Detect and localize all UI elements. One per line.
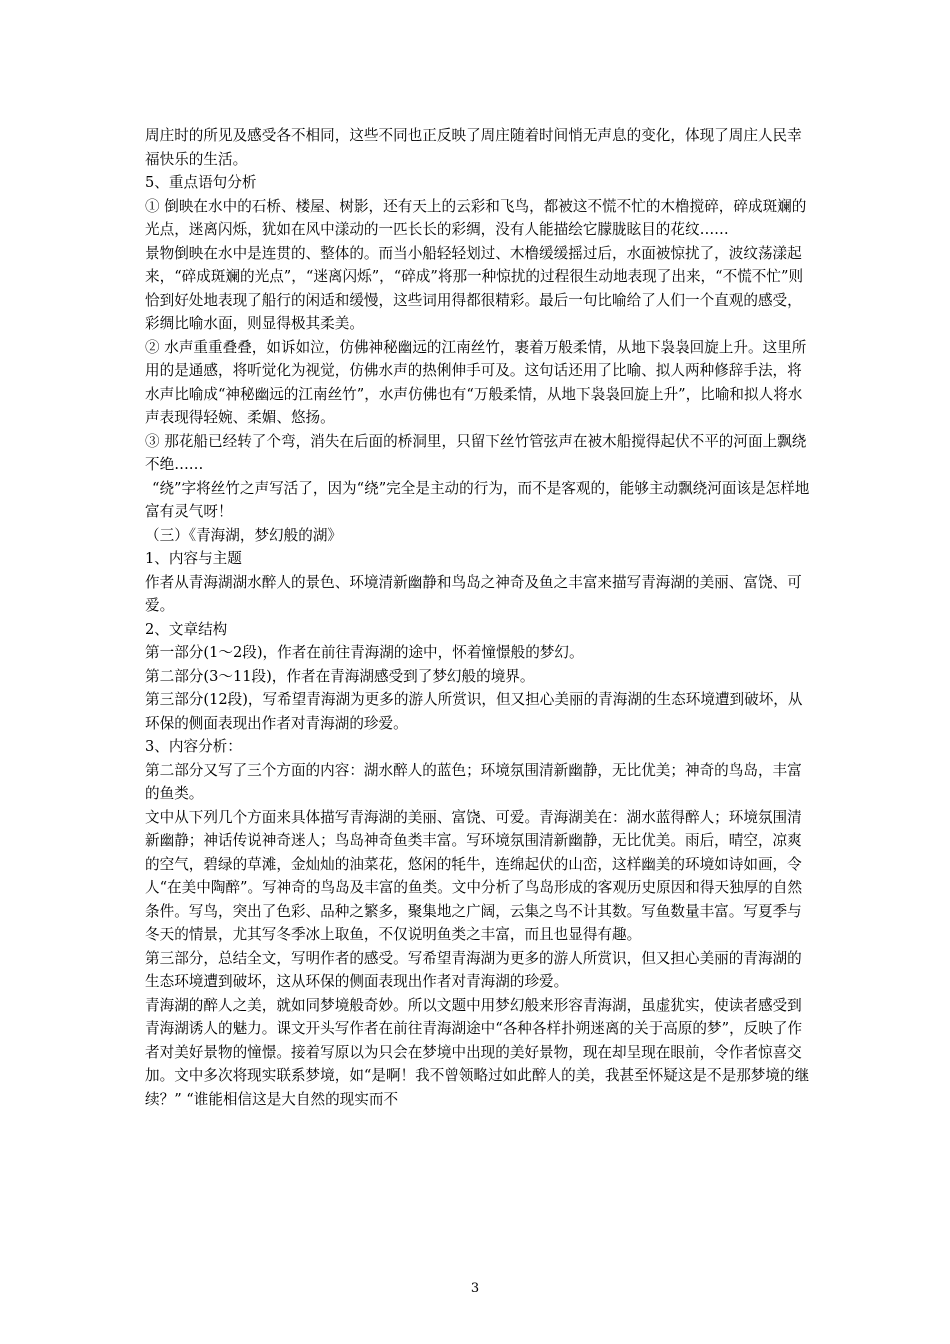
analysis-1: 景物倒映在水中是连贯的、整体的。而当小船轻轻划过、木橹缓缓摇过后，水面被惊扰了，波纹荡漾起来，“碎成斑斓的光点”，“迷离闪烁”，“碎成”将那一种惊扰的过程很生动地表现了出来，“不慌不忙”则恰到好处地表现了船行的闲适和缓慢，这些词用得都很精彩。最后一句比喻给了人们一个直观的感受，彩绸比喻水面，则显得极其柔美。 [145, 244, 804, 332]
paragraph-content-theme: 作者从青海湖湖水醉人的景色、环境清新幽静和鸟岛之神奇及鱼之丰富来描写青海湖的美丽、富饶、可爱。 [145, 573, 802, 614]
analysis-part-3: 第三部分，总结全文，写明作者的感受。写希望青海湖为更多的游人所赏识，但又担心美丽的青海湖的生态环境遭到破坏，这从环保的侧面表现出作者对青海湖的珍爱。 [145, 949, 802, 990]
heading-content-analysis: 3、内容分析： [145, 738, 242, 755]
page-number: 3 [470, 1281, 480, 1296]
analysis-3: “绕”字将丝竹之声写活了，因为“绕”完全是主动的行为，而不是客观的，能够主动飘绕河面该是怎样地富有灵气呀！ [145, 479, 810, 520]
structure-part-3: 第三部分(12段)，写希望青海湖为更多的游人所赏识，但又担心美丽的青海湖的生态环境遭到破坏，从环保的侧面表现出作者对青海湖的珍爱。 [145, 691, 803, 732]
sentence-3: ③ 那花船已经转了个弯，消失在后面的桥洞里，只留下丝竹管弦声在被木船搅得起伏不平的河面上飘绕不绝…… [145, 432, 807, 473]
analysis-part-2: 第二部分又写了三个方面的内容：湖水醉人的蓝色；环境氛围清新幽静，无比优美；神奇的鸟岛，丰富的鱼类。 [145, 761, 802, 802]
analysis-dream: 青海湖的醉人之美，就如同梦境般奇妙。所以文题中用梦幻般来形容青海湖，虽虚犹实，使读者感受到青海湖诱人的魅力。课文开头写作者在前往青海湖途中“各种各样扑朔迷离的关于高原的梦”，反映了作者对美好景物的憧憬。接着写原以为只会在梦境中出现的美好景物，现在却呈现在眼前，令作者惊喜交加。文中多次将现实联系梦境，如“是啊！我不曾领略过如此醉人的美，我甚至怀疑这是不是那梦境的继续？” “谁能相信这是大自然的现实而不 [145, 996, 810, 1108]
analysis-details: 文中从下列几个方面来具体描写青海湖的美丽、富饶、可爱。青海湖美在：湖水蓝得醉人；环境氛围清新幽静；神话传说神奇迷人；鸟岛神奇鱼类丰富。写环境氛围清新幽静，无比优美。雨后，晴空，凉爽的空气，碧绿的草滩，金灿灿的油菜花，悠闲的牦牛，连绵起伏的山峦，这样幽美的环境如诗如画，令人“在美中陶醉”。写神奇的鸟岛及丰富的鱼类。文中分析了鸟岛形成的客观历史原因和得天独厚的自然条件。写鸟，突出了色彩、品种之繁多，聚集地之广阔，云集之鸟不计其数。写鱼数量丰富。写夏季与冬天的情景，尤其写冬季冰上取鱼，不仅说明鱼类之丰富，而且也显得有趣。 [145, 808, 803, 943]
section-title-qinghai-lake: （三）《青海湖，梦幻般的湖》 [145, 526, 343, 544]
structure-part-2: 第二部分(3～11段)，作者在青海湖感受到了梦幻般的境界。 [145, 667, 535, 685]
paragraph-intro-continuation: 周庄时的所见及感受各不相同，这些不同也正反映了周庄随着时间悄无声息的变化，体现了周庄人民幸福快乐的生活。 [145, 127, 802, 168]
document-body [145, 124, 810, 1111]
structure-part-1: 第一部分(1～2段)，作者在前往青海湖的途中，怀着憧憬般的梦幻。 [145, 644, 584, 661]
sentence-2: ② 水声重重叠叠，如诉如泣，仿佛神秘幽远的江南丝竹，裹着万般柔情，从地下袅袅回旋上升。这里所用的是通感，将听觉化为视觉，仿佛水声的热俐伸手可及。这句话还用了比喻、拟人两种修辞手法，将水声比喻成“神秘幽远的江南丝竹”，水声仿佛也有“万般柔情，从地下袅袅回旋上升”，比喻和拟人将水声表现得轻婉、柔媚、悠扬。 [145, 338, 807, 426]
heading-structure: 2、文章结构 [145, 620, 228, 638]
sentence-1: ① 倒映在水中的石桥、楼屋、树影，还有天上的云彩和飞鸟，都被这不慌不忙的木橹搅碎，碎成斑斓的光点，迷离闪烁，犹如在风中漾动的一匹长长的彩绸，没有人能描绘它朦胧眩目的花纹…… [145, 197, 807, 238]
heading-key-sentences: 5、重点语句分析 [145, 174, 257, 191]
heading-content-theme: 1、内容与主题 [145, 550, 242, 567]
